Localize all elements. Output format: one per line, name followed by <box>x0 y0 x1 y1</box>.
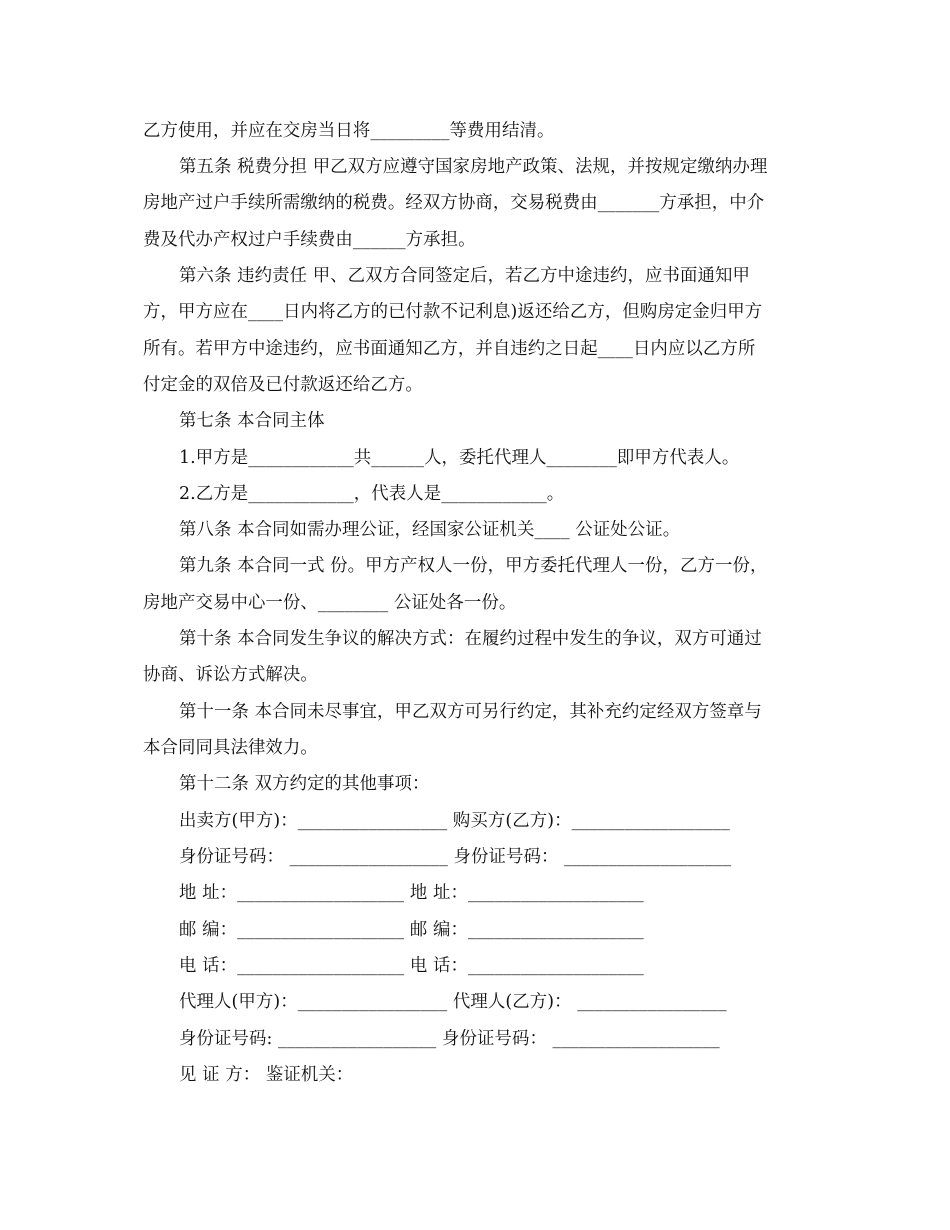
text-line-8: 付定金的双倍及已付款返还给乙方。 <box>143 375 423 395</box>
text-line-17: 第十一条 本合同未尽事宜，甲乙双方可另行约定，其补充约定经双方签章与 <box>179 702 762 722</box>
text-line-13: 第九条 本合同一式 份。甲方产权人一份，甲方委托代理人一份，乙方一份， <box>179 556 768 576</box>
text-line-14: 房地产交易中心一份、________ 公证处各一份。 <box>143 593 517 613</box>
text-line-4: 费及代办产权过户手续费由______方承担。 <box>143 230 476 250</box>
text-line-16: 协商、诉讼方式解决。 <box>143 665 318 685</box>
text-line-27: 见 证 方： 鉴证机关： <box>179 1065 354 1085</box>
text-line-15: 第十条 本合同发生争议的解决方式：在履约过程中发生的争议，双方可通过 <box>179 629 762 649</box>
text-line-21: 身份证号码： __________________ 身份证号码： ___________________ <box>179 847 732 867</box>
text-line-19: 第十二条 双方约定的其他事项： <box>179 774 430 794</box>
text-line-9: 第七条 本合同主体 <box>179 411 325 431</box>
text-line-26: 身份证号码: __________________ 身份证号码： ___________________ <box>179 1029 720 1049</box>
text-line-3: 房地产过户手续所需缴纳的税费。经双方协商，交易税费由_______方承担，中介 <box>143 193 765 213</box>
text-line-2: 第五条 税费分担 甲乙双方应遵守国家房地产政策、法规，并按规定缴纳办理 <box>179 157 768 177</box>
text-line-22: 地 址：___________________ 地 址：____________________ <box>179 883 644 903</box>
text-line-25: 代理人(甲方)：_________________ 代理人(乙方)： _________________ <box>179 992 727 1012</box>
text-line-1: 乙方使用，并应在交房当日将_________等费用结清。 <box>143 121 555 141</box>
text-line-24: 电 话：___________________ 电 话：____________________ <box>179 956 644 976</box>
text-line-11: 2.乙方是____________，代表人是____________。 <box>179 484 565 504</box>
text-line-20: 出卖方(甲方)：_________________ 购买方(乙方)：__________________ <box>179 811 730 831</box>
text-line-10: 1.甲方是____________共______人，委托代理人________即甲方代表人。 <box>179 448 740 468</box>
text-line-5: 第六条 违约责任 甲、乙双方合同签定后，若乙方中途违约，应书面通知甲 <box>179 266 750 286</box>
text-line-7: 所有。若甲方中途违约，应书面通知乙方，并自违约之日起____日内应以乙方所 <box>143 339 756 359</box>
text-line-23: 邮 编：___________________ 邮 编：____________________ <box>179 920 644 940</box>
text-line-12: 第八条 本合同如需办理公证，经国家公证机关____ 公证处公证。 <box>179 520 681 540</box>
text-line-18: 本合同同具法律效力。 <box>143 738 318 758</box>
text-line-6: 方，甲方应在____日内将乙方的已付款不记利息)返还给乙方，但购房定金归甲方 <box>143 302 763 322</box>
